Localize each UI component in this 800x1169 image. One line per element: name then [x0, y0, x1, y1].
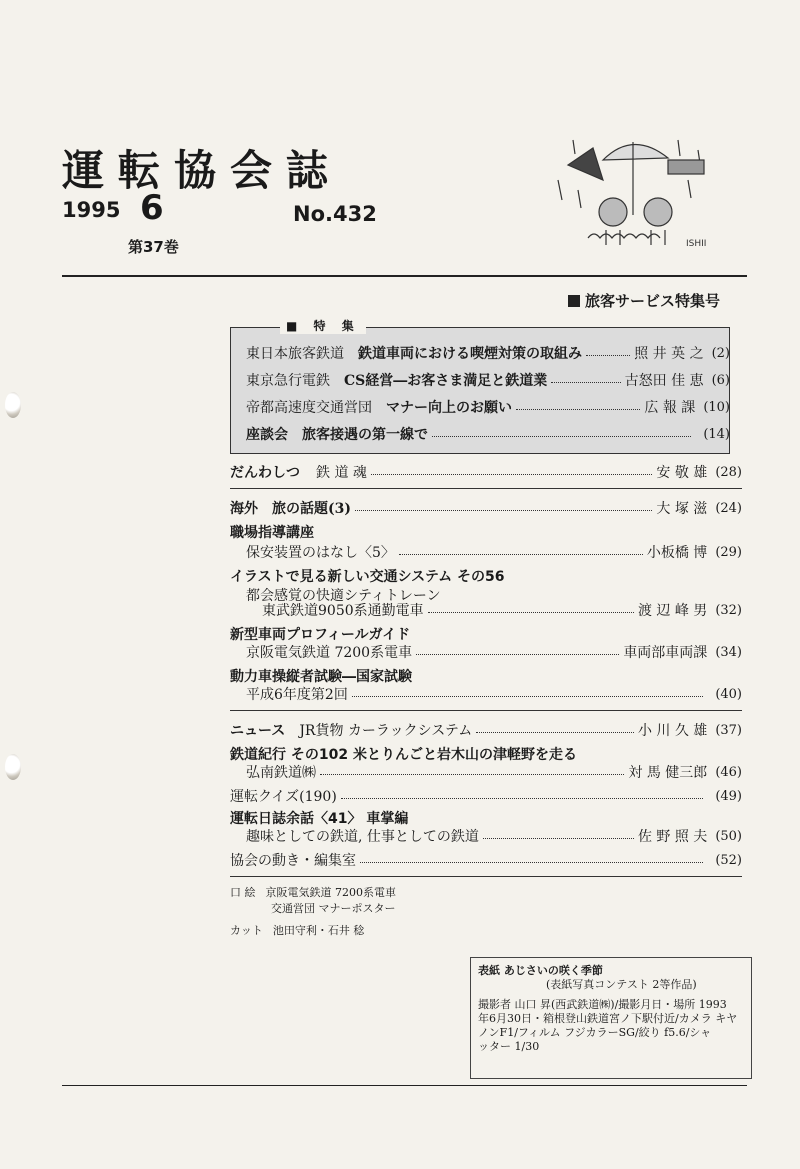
toc-author: 車両部車両課 — [623, 645, 708, 661]
feature-org: 帝都高速度交通営団 — [246, 400, 372, 416]
toc-news[interactable] — [230, 720, 742, 740]
toc-title: JR貨物 カーラックシステム — [299, 723, 473, 739]
special-issue-label: 旅客サービス特集号 — [585, 292, 721, 310]
cover-title: 表紙 あじさいの咲く季節 — [478, 964, 603, 977]
cut-label: カット — [230, 924, 263, 937]
header-rule — [62, 275, 747, 277]
toc-heading: 鉄道紀行 その102 米とりんごと岩木山の津軽野を走る — [230, 747, 577, 763]
cover-desc: 年6月30日・箱根登山鉄道宮ノ下駅付近/カメラ キヤ — [478, 1012, 738, 1025]
toc-title: 旅の話題(3) — [272, 501, 351, 517]
feature-item[interactable] — [246, 370, 730, 390]
toc-nisshi[interactable] — [246, 826, 742, 846]
toc-subtitle: 都会感覚の快適シティトレーン — [246, 588, 441, 604]
toc-shingata[interactable] — [246, 642, 742, 662]
binder-hole-top — [5, 392, 21, 418]
feature-item[interactable] — [246, 397, 730, 417]
feature-org: 座談会 — [246, 427, 288, 443]
credits-cut — [230, 920, 364, 940]
toc-page: (29) — [715, 544, 742, 560]
dot-leader — [432, 436, 691, 437]
toc-kikou[interactable] — [246, 762, 742, 782]
dot-leader — [320, 774, 624, 775]
feature-org: 東日本旅客鉄道 — [246, 346, 344, 362]
toc-title: 趣味としての鉄道, 仕事としての鉄道 — [246, 829, 479, 845]
toc-label: ニュース — [230, 723, 286, 739]
credits-kuchie-2: 交通営団 マナーポスター — [271, 902, 396, 915]
toc-heading: イラストで見る新しい交通システム その56 — [230, 569, 505, 585]
toc-danwashitsu[interactable] — [230, 462, 742, 482]
section-rule — [230, 488, 742, 489]
toc-author: 小 川 久 雄 — [637, 723, 708, 739]
toc-kaigai[interactable] — [230, 498, 742, 518]
toc-heading: 職場指導講座 — [230, 525, 314, 541]
kuchie-item: 京阪電気鉄道 7200系電車 — [265, 886, 396, 899]
feature-author: 照 井 英 之 — [634, 346, 704, 362]
feature-page: (14) — [703, 426, 730, 442]
toc-label: 海外 — [230, 501, 258, 517]
toc-heading: 新型車両プロフィールガイド — [230, 627, 411, 643]
issue-month: 6 — [140, 188, 164, 228]
dot-leader — [341, 798, 704, 799]
dot-leader — [551, 382, 620, 383]
toc-page: (40) — [715, 686, 742, 702]
footer-rule — [62, 1085, 747, 1086]
toc-heading: 動力車操縦者試験―国家試験 — [230, 669, 412, 685]
toc-title: 京阪電気鉄道 7200系電車 — [246, 645, 413, 661]
square-bullet-icon — [568, 295, 580, 307]
toc-author: 小板橋 博 — [646, 545, 708, 561]
feature-page: (2) — [711, 345, 730, 361]
dot-leader — [352, 696, 703, 697]
feature-item[interactable] — [246, 343, 730, 363]
feature-author: 広 報 課 — [644, 400, 696, 416]
cover-desc: ノンF1/フィルム フジカラーSG/絞り f5.6/シャ — [478, 1026, 712, 1039]
toc-title: 弘南鉄道㈱ — [246, 765, 316, 781]
dot-leader — [516, 409, 640, 410]
issue-number: No.432 — [293, 202, 377, 226]
toc-page: (28) — [715, 464, 742, 480]
toc-page: (52) — [715, 852, 742, 868]
dot-leader — [355, 510, 652, 511]
special-issue-title — [568, 290, 720, 311]
toc-label: だんわしつ — [230, 465, 300, 481]
dot-leader — [399, 554, 643, 555]
toc-author: 渡 辺 峰 男 — [637, 603, 708, 619]
feature-org: 東京急行電鉄 — [246, 373, 330, 389]
illustration-signature: ISHII — [686, 239, 707, 249]
toc-kyokai[interactable] — [230, 850, 742, 870]
toc-page: (34) — [715, 644, 742, 660]
toc-title: 東武鉄道9050系通勤電車 — [262, 603, 424, 619]
binder-hole-bottom — [5, 754, 21, 780]
dot-leader — [428, 612, 634, 613]
section-rule — [230, 710, 742, 711]
toc-heading: 運転日誌余話〈41〉 車掌編 — [230, 811, 409, 827]
magazine-title: 運転協会誌 — [62, 146, 343, 195]
cover-desc: ッター 1/30 — [478, 1040, 540, 1053]
toc-author: 対 馬 健三郎 — [628, 765, 708, 781]
cover-desc: 撮影者 山口 昇(西武鉄道㈱)/撮影月日・場所 1993 — [478, 998, 727, 1011]
feature-title: マナー向上のお願い — [386, 400, 512, 416]
kuchie-label: 口 絵 — [230, 886, 256, 899]
umbrella-illustration — [548, 120, 718, 260]
dot-leader — [483, 838, 634, 839]
volume-number: 第37巻 — [128, 238, 179, 256]
toc-title: 運転クイズ(190) — [230, 789, 337, 805]
dot-leader — [476, 732, 634, 733]
cover-subtitle: (表紙写真コンテスト 2等作品) — [546, 978, 697, 991]
section-rule — [230, 876, 742, 877]
toc-author: 安 敬 雄 — [656, 465, 708, 481]
toc-shokuba[interactable] — [246, 542, 742, 562]
toc-page: (46) — [715, 764, 742, 780]
toc-title: 協会の動き・編集室 — [230, 853, 356, 869]
toc-page: (49) — [715, 788, 742, 804]
toc-page: (32) — [715, 602, 742, 618]
feature-page: (6) — [711, 372, 730, 388]
toc-illust[interactable] — [262, 600, 742, 620]
toc-page: (50) — [715, 828, 742, 844]
toc-author: 大 塚 滋 — [656, 501, 708, 517]
toc-douryoku[interactable] — [246, 684, 742, 704]
feature-item[interactable] — [246, 424, 730, 444]
dot-leader — [371, 474, 653, 475]
cut-credit: 池田守利・石井 稔 — [272, 924, 365, 937]
feature-page: (10) — [703, 399, 730, 415]
feature-title: 旅客接遇の第一線で — [302, 427, 428, 443]
dot-leader — [360, 862, 703, 863]
feature-title: 鉄道車両における喫煙対策の取組み — [358, 346, 582, 362]
dot-leader — [586, 355, 630, 356]
feature-heading-label: 特 集 — [313, 319, 360, 333]
toc-title: 保安装置のはなし〈5〉 — [246, 545, 395, 561]
toc-title: 平成6年度第2回 — [246, 687, 348, 703]
toc-quiz[interactable] — [230, 786, 742, 806]
feature-author: 古怒田 佳 恵 — [624, 373, 704, 389]
feature-heading: ■ 特 集 — [280, 317, 366, 334]
toc-page: (37) — [715, 722, 742, 738]
toc-page: (24) — [715, 500, 742, 516]
feature-title: CS経営―お客さま満足と鉄道業 — [344, 373, 548, 389]
toc-author: 佐 野 照 夫 — [637, 829, 708, 845]
toc-title: 鉄 道 魂 — [316, 465, 367, 481]
issue-year: 1995 — [62, 198, 121, 222]
dot-leader — [416, 654, 619, 655]
